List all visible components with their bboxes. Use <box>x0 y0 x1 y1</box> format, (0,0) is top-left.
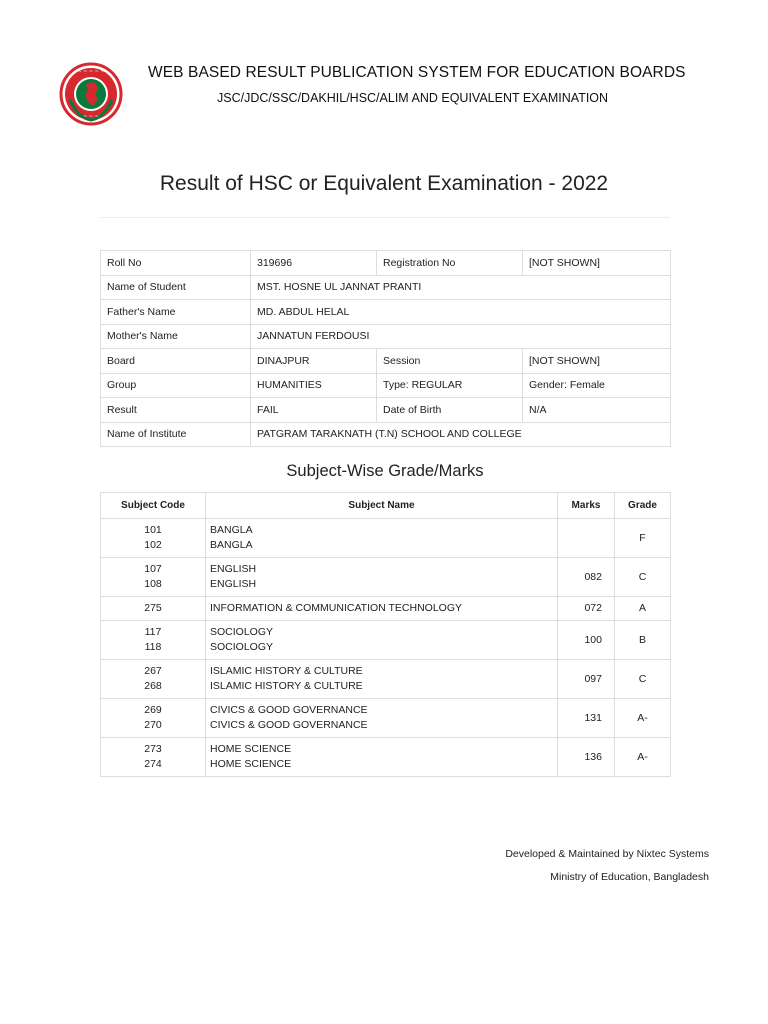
group-label: Group <box>101 373 251 398</box>
dob-value: N/A <box>523 398 671 423</box>
type-value: Type: REGULAR <box>377 373 523 398</box>
subject-code-cell <box>101 558 206 597</box>
subject-code-cell <box>101 621 206 660</box>
subject-code: 267 <box>144 665 162 677</box>
subject-code-cell <box>101 597 206 621</box>
table-row <box>101 738 671 777</box>
session-value: [NOT SHOWN] <box>523 349 671 374</box>
subject-name: ISLAMIC HISTORY & CULTURE <box>210 665 363 677</box>
subject-code-cell <box>101 660 206 699</box>
table-row <box>101 275 671 300</box>
registration-value: [NOT SHOWN] <box>523 251 671 276</box>
marks-header: Marks <box>558 493 615 519</box>
subject-name: SOCIOLOGY <box>210 641 274 653</box>
grade-cell: C <box>615 660 671 699</box>
subject-code-cell <box>101 738 206 777</box>
father-name-value: MD. ABDUL HELAL <box>251 300 671 325</box>
table-row <box>101 660 671 699</box>
subjects-section-title: Subject-Wise Grade/Marks <box>286 462 484 480</box>
subject-name-header: Subject Name <box>206 493 558 519</box>
marks-cell: 136 <box>558 738 615 777</box>
subject-name-cell <box>206 519 558 558</box>
subject-name: BANGLA <box>210 539 253 551</box>
grade-cell: F <box>615 519 671 558</box>
marks-cell: 082 <box>558 558 615 597</box>
subject-name-cell <box>206 597 558 621</box>
subject-name-cell <box>206 738 558 777</box>
footer-ministry: Ministry of Education, Bangladesh <box>550 871 709 883</box>
table-row <box>101 373 671 398</box>
grade-header: Grade <box>615 493 671 519</box>
grade-cell: A- <box>615 699 671 738</box>
marks-cell: 097 <box>558 660 615 699</box>
subject-code: 273 <box>144 743 162 755</box>
subject-code-header: Subject Code <box>101 493 206 519</box>
table-row <box>101 699 671 738</box>
subject-code: 275 <box>144 602 162 614</box>
svg-text:~ ~ ~: ~ ~ ~ <box>83 114 99 120</box>
table-row <box>101 251 671 276</box>
table-row <box>101 558 671 597</box>
result-label: Result <box>101 398 251 423</box>
subject-code: 268 <box>144 680 162 692</box>
subject-name: SOCIOLOGY <box>210 626 274 638</box>
subject-code: 117 <box>144 626 162 638</box>
subject-code-cell <box>101 519 206 558</box>
marks-cell: 100 <box>558 621 615 660</box>
subject-code: 118 <box>144 641 162 653</box>
table-row <box>101 324 671 349</box>
marks-cell: 131 <box>558 699 615 738</box>
subject-code-cell <box>101 699 206 738</box>
subject-name: ENGLISH <box>210 563 257 575</box>
subject-name: CIVICS & GOOD GOVERNANCE <box>210 719 368 731</box>
registration-label: Registration No <box>377 251 523 276</box>
board-value: DINAJPUR <box>251 349 377 374</box>
grade-cell: B <box>615 621 671 660</box>
institute-value: PATGRAM TARAKNATH (T.N) SCHOOL AND COLLEGE <box>251 422 671 447</box>
gender-value: Gender: Female <box>523 373 671 398</box>
grade-cell: A- <box>615 738 671 777</box>
table-row <box>101 422 671 447</box>
roll-label: Roll No <box>101 251 251 276</box>
table-row <box>101 519 671 558</box>
subject-name: ENGLISH <box>210 578 257 590</box>
result-value: FAIL <box>251 398 377 423</box>
subject-code: 101 <box>144 524 162 536</box>
father-name-label: Father's Name <box>101 300 251 325</box>
student-name-value: MST. HOSNE UL JANNAT PRANTI <box>251 275 671 300</box>
table-header-row <box>101 493 671 519</box>
subject-name-cell <box>206 558 558 597</box>
subject-code: 269 <box>144 704 162 716</box>
session-label: Session <box>377 349 523 374</box>
grade-cell: C <box>615 558 671 597</box>
mother-name-value: JANNATUN FERDOUSI <box>251 324 671 349</box>
grade-cell: A <box>615 597 671 621</box>
divider <box>100 217 670 218</box>
subject-name: CIVICS & GOOD GOVERNANCE <box>210 704 368 716</box>
group-value: HUMANITIES <box>251 373 377 398</box>
subject-name-cell <box>206 660 558 699</box>
institute-label: Name of Institute <box>101 422 251 447</box>
marks-cell <box>558 519 615 558</box>
page-title: Result of HSC or Equivalent Examination - 2022 <box>159 172 609 195</box>
bangladesh-government-seal-icon <box>58 60 124 130</box>
marks-table <box>100 492 671 777</box>
header-title: WEB BASED RESULT PUBLICATION SYSTEM FOR EDUCATION BOARDS <box>148 64 686 81</box>
subject-name: INFORMATION & COMMUNICATION TECHNOLOGY <box>210 602 463 614</box>
subject-code: 274 <box>144 758 162 770</box>
mother-name-label: Mother's Name <box>101 324 251 349</box>
subject-name-cell <box>206 621 558 660</box>
table-row <box>101 597 671 621</box>
subject-name: HOME SCIENCE <box>210 758 292 770</box>
student-info-table <box>100 250 671 447</box>
table-row <box>101 300 671 325</box>
subject-code: 108 <box>144 578 162 590</box>
marks-cell: 072 <box>558 597 615 621</box>
subject-name: BANGLA <box>210 524 253 536</box>
table-row <box>101 398 671 423</box>
subject-name: ISLAMIC HISTORY & CULTURE <box>210 680 363 692</box>
dob-label: Date of Birth <box>377 398 523 423</box>
table-row <box>101 621 671 660</box>
svg-text:~ ~ ~ ~ ~: ~ ~ ~ ~ ~ <box>77 69 105 75</box>
subject-name: HOME SCIENCE <box>210 743 292 755</box>
subject-name-cell <box>206 699 558 738</box>
subject-code: 107 <box>144 563 162 575</box>
footer-developer: Developed & Maintained by Nixtec Systems <box>505 848 709 860</box>
header-subtitle: JSC/JDC/SSC/DAKHIL/HSC/ALIM AND EQUIVALENT EXAMINATION <box>217 91 609 105</box>
board-label: Board <box>101 349 251 374</box>
subject-code: 270 <box>144 719 162 731</box>
roll-value: 319696 <box>251 251 377 276</box>
subject-code: 102 <box>144 539 162 551</box>
student-name-label: Name of Student <box>101 275 251 300</box>
table-row <box>101 349 671 374</box>
